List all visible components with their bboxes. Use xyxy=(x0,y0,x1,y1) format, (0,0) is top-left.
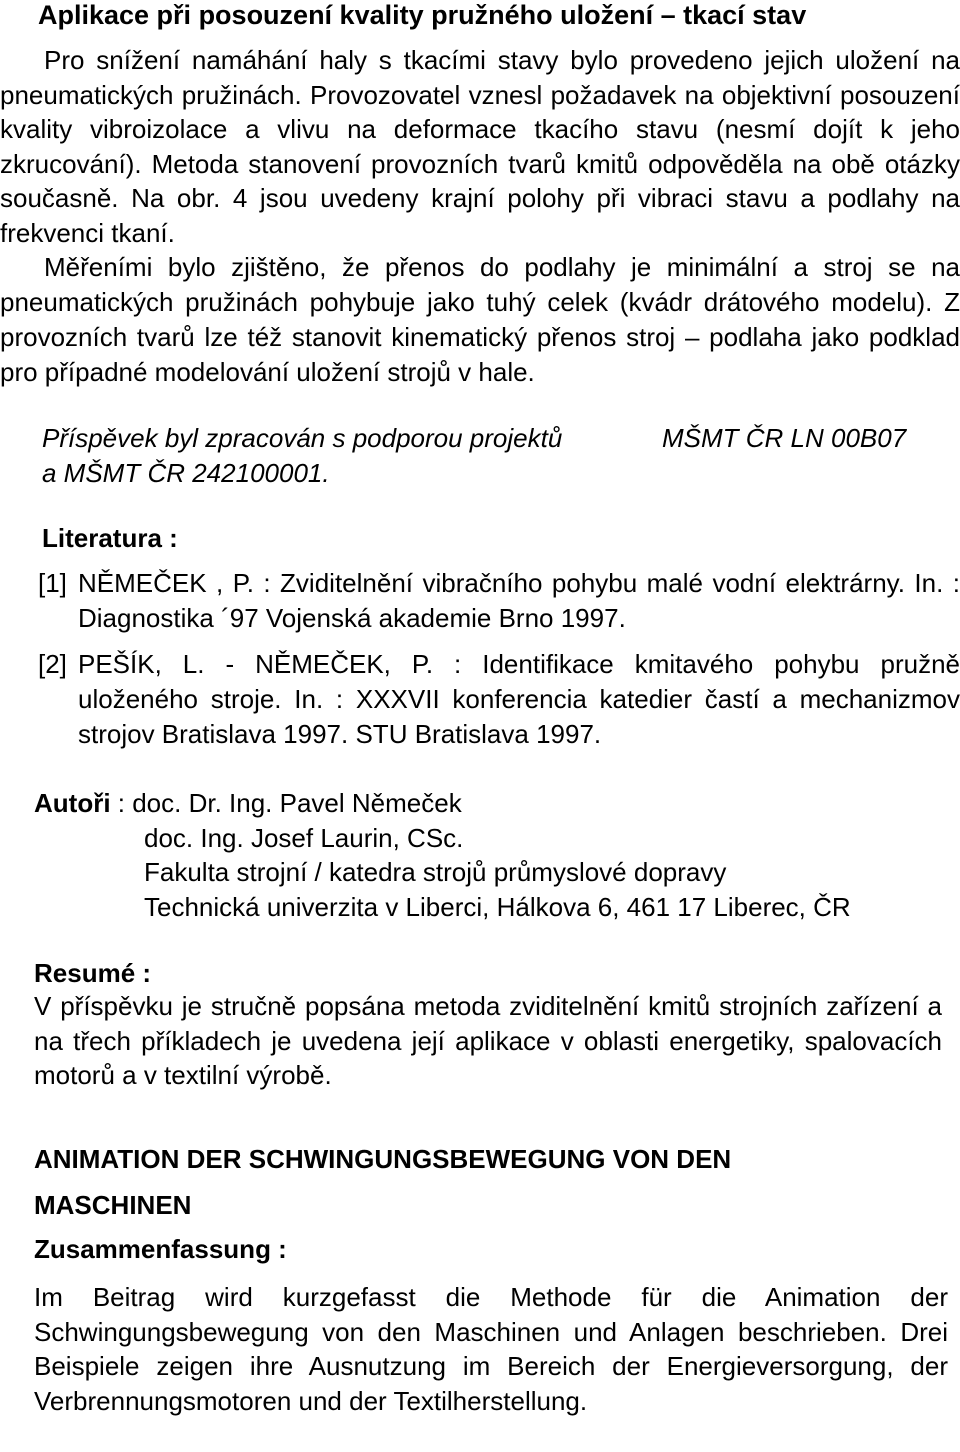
paragraph-2: Měřeními bylo zjištěno, že přenos do podlahy je minimální a stroj se na pneumatických pružinách pohybuje jako tuhý celek (kvádr drátového modelu). Z provozních tvarů lze též stanovit kinematický přenos stroj – podlaha jako podklad pro případné modelování uložení strojů v hale. xyxy=(0,252,960,387)
author-university: Technická univerzita v Liberci, Hálkova 6, 461 17 Liberec, ČR xyxy=(144,891,851,922)
acknowledgement-line-2: a MŠMT ČR 242100001. xyxy=(42,458,330,488)
reference-number: [1] xyxy=(38,568,67,598)
resume-heading: Resumé : xyxy=(34,958,152,988)
paragraph-1: Pro snížení namáhání haly s tkacími stavy bylo provedeno jejich uložení na pneumatických pružinách. Provozovatel vznesl požadavek na objektivní posouzení kvality vibroizolace a vlivu na deformace tkacího stavu (nesmí dojít k jeho zkrucování). Metoda stanovení provozních tvarů kmitů odpověděla na obě otázky současně. Na obr. 4 jsou uvedeny krajní polohy při vibraci stavu a podlahy na frekvenci tkaní. xyxy=(0,45,960,248)
author-department: Fakulta strojní / katedra strojů průmyslové dopravy xyxy=(144,857,727,887)
author-1: doc. Dr. Ing. Pavel Němeček xyxy=(132,788,462,818)
author-2: doc. Ing. Josef Laurin, CSc. xyxy=(144,822,464,853)
reference-text: NĚMEČEK , P. : Zviditelnění vibračního pohybu malé vodní elektrárny. In. : Diagnostika ´97 Vojenská akademie Brno 1997. xyxy=(78,568,960,633)
german-title-line-2: MASCHINEN xyxy=(34,1190,192,1220)
section-heading: Aplikace při posouzení kvality pružného uložení – tkací stav xyxy=(38,0,807,30)
authors-label: Autoři xyxy=(34,788,111,818)
acknowledgement-project: MŠMT ČR LN 00B07 xyxy=(662,423,907,453)
acknowledgement-text: Příspěvek byl zpracován s podporou projektů xyxy=(42,423,563,453)
reference-number: [2] xyxy=(38,649,67,679)
german-title xyxy=(34,1136,934,1228)
acknowledgement xyxy=(42,421,960,491)
reference-item xyxy=(38,647,960,752)
authors-block xyxy=(34,786,960,924)
summary-heading: Zusammenfassung : xyxy=(34,1234,287,1264)
reference-text: PEŠÍK, L. - NĚMEČEK, P. : Identifikace kmitavého pohybu pružně uloženého stroje. In. : XXXVII konferencia katedier častí a mechanizmov strojov Bratislava 1997. STU Bratislava 1997. xyxy=(78,649,960,749)
literature-heading: Literatura : xyxy=(42,523,178,553)
german-title-line-1: ANIMATION DER SCHWINGUNGSBEWEGUNG VON DEN xyxy=(34,1144,732,1174)
summary-text: Im Beitrag wird kurzgefasst die Methode für die Animation der Schwingungsbewegung von den Maschinen und Anlagen beschrieben. Drei Beispiele zeigen ihre Ausnutzung im Bereich der Energieversorgung, der Verbrennungsmotoren und der Textilherstellung. xyxy=(34,1282,948,1416)
reference-item xyxy=(38,566,960,636)
authors-separator: : xyxy=(110,788,133,818)
resume-text: V příspěvku je stručně popsána metoda zviditelnění kmitů strojních zařízení a na třech příkladech je uvedena její aplikace v oblasti energetiky, spalovacích motorů a v textilní výrobě. xyxy=(34,991,942,1090)
